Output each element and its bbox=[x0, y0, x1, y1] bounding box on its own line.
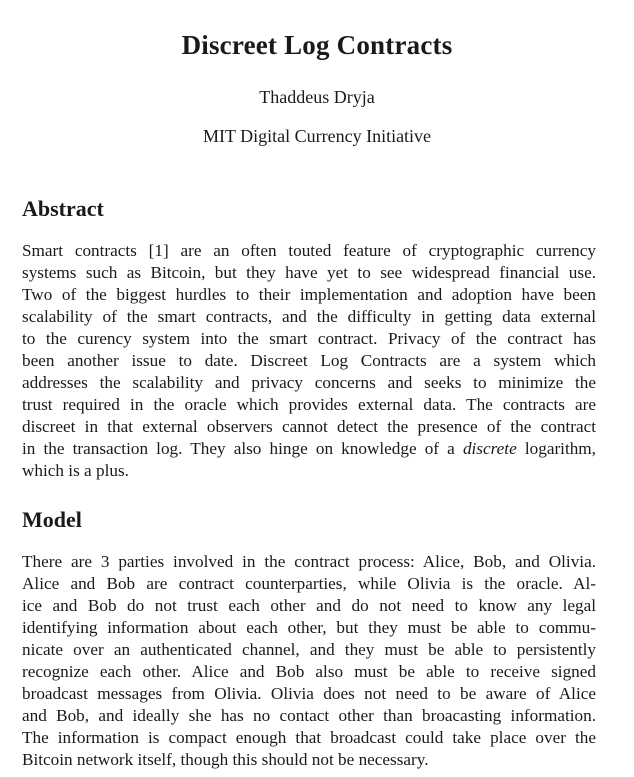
abstract-line: which is a plus. bbox=[22, 461, 129, 480]
abstract-line: to the curency system into the smart contract. Privacy of the contract has bbox=[22, 329, 596, 348]
abstract-line: been another issue to date. Discreet Log Contracts are a system which bbox=[22, 351, 596, 370]
model-body bbox=[22, 551, 596, 771]
abstract-line: discreet in that external observers cannot detect the presence of the contract bbox=[22, 417, 596, 436]
abstract-line: Two of the biggest hurdles to their implementation and adoption have been bbox=[22, 285, 596, 304]
emphasized-word: discrete bbox=[462, 439, 517, 458]
author-affiliation: MIT Digital Currency Initiative bbox=[202, 126, 432, 146]
abstract-line: trust required in the oracle which provides external data. The contracts are bbox=[22, 395, 596, 414]
model-line: Bitcoin network itself, though this should not be necessary. bbox=[22, 750, 429, 769]
author-name: Thaddeus Dryja bbox=[259, 87, 375, 107]
model-line: nicate over an authenticated channel, and they must be able to persistently bbox=[22, 640, 596, 659]
model-line: broadcast messages from Olivia. Olivia does not need to be aware of Alice bbox=[22, 684, 596, 703]
paper-title: Discreet Log Contracts bbox=[181, 30, 453, 60]
abstract-text: in the transaction log. They also hinge on knowledge of a bbox=[22, 439, 463, 458]
model-line: Alice and Bob are contract counterparties, while Olivia is the oracle. Al- bbox=[22, 574, 596, 593]
abstract-line: Smart contracts [1] are an often touted feature of cryptographic currency bbox=[22, 241, 596, 260]
model-heading: Model bbox=[22, 507, 82, 532]
model-line: recognize each other. Alice and Bob also must be able to receive signed bbox=[22, 662, 596, 681]
abstract-text: logarithm, bbox=[516, 439, 596, 458]
model-line: identifying information about each other, but they must be able to commu- bbox=[22, 618, 596, 637]
abstract-line: scalability of the smart contracts, and the difficulty in getting data external bbox=[22, 307, 596, 326]
abstract-line-emphasis bbox=[22, 438, 596, 460]
model-line: There are 3 parties involved in the contract process: Alice, Bob, and Olivia. bbox=[22, 552, 596, 571]
abstract-body bbox=[22, 240, 596, 482]
abstract-heading: Abstract bbox=[22, 196, 104, 221]
model-line: ice and Bob do not trust each other and do not need to know any legal bbox=[22, 596, 596, 615]
model-line: The information is compact enough that broadcast could take place over the bbox=[22, 728, 596, 747]
abstract-line: systems such as Bitcoin, but they have yet to see widespread financial use. bbox=[22, 263, 596, 282]
model-line: and Bob, and ideally she has no contact other than broacasting information. bbox=[22, 706, 596, 725]
abstract-line: addresses the scalability and privacy concerns and seeks to minimize the bbox=[22, 373, 596, 392]
